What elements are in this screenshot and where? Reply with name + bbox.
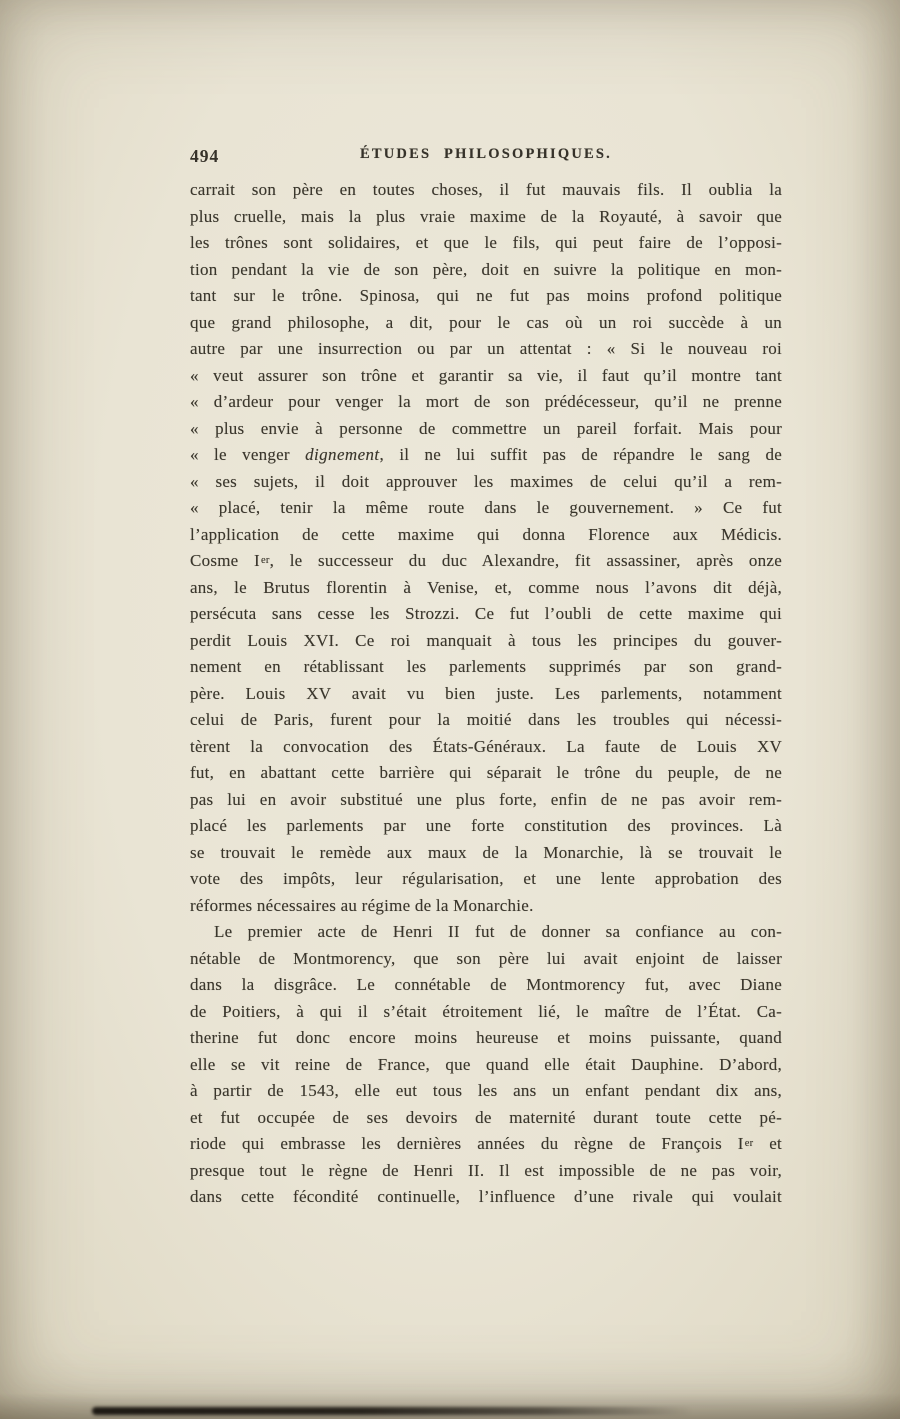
text-line: de Poitiers, à qui il s’était étroitement lié, le maître de l’État. Ca- xyxy=(190,1001,782,1021)
text-line: dans la disgrâce. Le connétable de Montmorency fut, avec Diane xyxy=(190,975,782,994)
text-line: plus cruelle, mais la plus vraie maxime de la Royauté, à savoir que xyxy=(190,206,782,226)
page-header xyxy=(190,146,782,170)
text-line: therine fut donc encore moins heureuse et moins puissante, quand xyxy=(190,1028,782,1047)
text-line: Le premier acte de Henri II fut de donner sa confiance au con- xyxy=(214,922,782,941)
text-line: « ses sujets, il doit approuver les maximes de celui qu’il a rem- xyxy=(190,471,782,491)
text-line: celui de Paris, furent pour la moitié dans les troubles qui nécessi- xyxy=(190,710,782,729)
text-line: Cosme Ier, le successeur du duc Alexandre, fit assassiner, après onze xyxy=(190,551,782,570)
scan-artifact-bottom xyxy=(92,1407,692,1415)
text-line: nement en rétablissant les parlements supprimés par son grand- xyxy=(190,657,782,676)
text-line: persécuta sans cesse les Strozzi. Ce fut l’oubli de cette maxime qui xyxy=(190,604,782,623)
bottom-shadow xyxy=(0,1393,900,1419)
text-line: tion pendant la vie de son père, doit en suivre la politique en mon- xyxy=(190,259,782,279)
text-line: tèrent la convocation des États-Généraux. La faute de Louis XV xyxy=(190,736,782,756)
text-line: « d’ardeur pour venger la mort de son prédécesseur, qu’il ne prenne xyxy=(190,392,782,411)
text-line: vote des impôts, leur régularisation, et une lente approbation des xyxy=(190,869,782,888)
text-line: que grand philosophe, a dit, pour le cas où un roi succède à un xyxy=(190,312,782,332)
text-line: placé les parlements par une forte constitution des provinces. Là xyxy=(190,816,782,835)
text-line: et fut occupée de ses devoirs de maternité durant toute cette pé- xyxy=(190,1107,782,1127)
text-line: les trônes sont solidaires, et que le fils, qui peut faire de l’opposi- xyxy=(190,233,782,252)
text-line: autre par une insurrection ou par un attentat : « Si le nouveau roi xyxy=(190,339,782,358)
text-line: « placé, tenir la même route dans le gouvernement. » Ce fut xyxy=(190,498,782,517)
text-line: nétable de Montmorency, que son père lui avait enjoint de laisser xyxy=(190,948,782,968)
text-line: carrait son père en toutes choses, il fut mauvais fils. Il oublia la xyxy=(190,180,782,199)
text-line: riode qui embrasse les dernières années du règne de François Ier et xyxy=(190,1134,782,1153)
text-line: père. Louis XV avait vu bien juste. Les parlements, notamment xyxy=(190,683,782,703)
text-line: réformes nécessaires au régime de la Monarchie. xyxy=(190,895,534,915)
page-body xyxy=(190,177,782,1211)
text-line: « le venger dignement, il ne lui suffit pas de répandre le sang de xyxy=(190,445,783,464)
text-line: fut, en abattant cette barrière qui séparait le trône du peuple, de ne xyxy=(190,763,782,782)
text-line: tant sur le trône. Spinosa, qui ne fut pas moins profond politique xyxy=(190,286,782,305)
text-line: perdit Louis XVI. Ce roi manquait à tous les principes du gouver- xyxy=(190,630,782,650)
text-line: à partir de 1543, elle eut tous les ans un enfant pendant dix ans, xyxy=(190,1081,782,1100)
text-line: ans, le Brutus florentin à Venise, et, comme nous l’avons dit déjà, xyxy=(190,577,782,597)
text-line: pas lui en avoir substitué une plus forte, enfin de ne pas avoir rem- xyxy=(190,789,782,809)
text-line: presque tout le règne de Henri II. Il est impossible de ne pas voir, xyxy=(190,1160,782,1180)
text-line: elle se vit reine de France, que quand elle était Dauphine. D’abord, xyxy=(190,1054,782,1074)
text-line: se trouvait le remède aux maux de la Monarchie, là se trouvait le xyxy=(190,842,782,862)
text-line: l’application de cette maxime qui donna Florence aux Médicis. xyxy=(190,524,782,544)
page-number: 494 xyxy=(190,146,220,166)
text-line: « plus envie à personne de commettre un pareil forfait. Mais pour xyxy=(190,418,782,438)
running-title: ÉTUDES PHILOSOPHIQUES. xyxy=(359,146,612,162)
text-line: « veut assurer son trône et garantir sa vie, il faut qu’il montre tant xyxy=(190,365,782,385)
text-line: dans cette fécondité continuelle, l’influence d’une rivale qui voulait xyxy=(190,1187,782,1206)
